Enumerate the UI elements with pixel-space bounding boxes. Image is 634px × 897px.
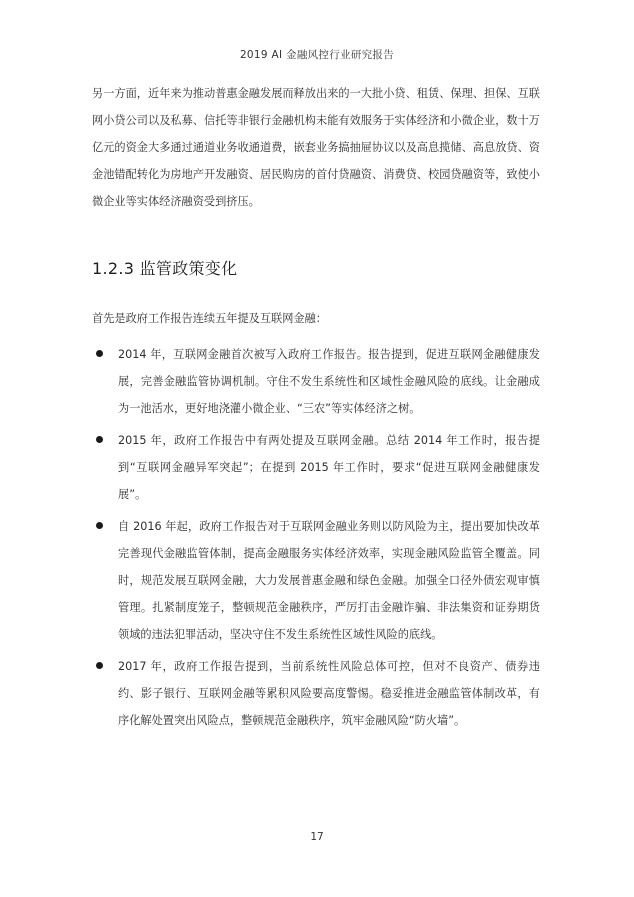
bullet-text: 自 2016 年起，政府工作报告对于互联网金融业务则以防风险为主，提出要加快改革完善现代金融监管体制，提高金融服务实体经济效率，实现金融风险监管全覆盖。同时，规范发展互联网金融，大力发展普惠金融和绿色金融。加强全口径外债宏观审慎管理。扎紧制度笼子，整顿规范金融秩序，严厉打击金融诈骗、非法集资和证券期货领域的违法犯罪活动，坚决守住不发生系统性区域性风险的底线。 [118, 520, 540, 641]
bullet-list [92, 341, 540, 739]
running-header: 2019 AI 金融风控行业研究报告 [239, 49, 395, 61]
bullet-dot-icon [96, 436, 103, 443]
bullet-item [92, 513, 540, 648]
bullet-text: 2014 年，互联网金融首次被写入政府工作报告。报告提到，促进互联网金融健康发展，完善金融监管协调机制。守住不发生系统性和区域性金融风险的底线。让金融成为一池活水，更好地浇灌小微企业、“三农”等实体经济之树。 [118, 348, 540, 415]
bullet-item [92, 427, 540, 508]
bullet-dot-icon [96, 662, 103, 669]
body-paragraph: 另一方面，近年来为推动普惠金融发展而释放出来的一大批小贷、租赁、保理、担保、互联网小贷公司以及私募、信托等非银行金融机构未能有效服务于实体经济和小微企业，数十万亿元的资金大多通过通道业务收通道费，嵌套业务搞抽屉协议以及高息揽储、高息放贷、资金池错配转化为房地产开发融资、居民购房的首付贷融资、消费贷、校园贷融资等，致使小微企业等实体经济融资受到挤压。 [92, 87, 540, 208]
bullet-item [92, 653, 540, 734]
bullet-dot-icon [96, 522, 103, 529]
bullet-item [92, 341, 540, 422]
section-heading: 1.2.3 监管政策变化 [92, 259, 238, 278]
page-number: 17 [310, 831, 324, 843]
bullet-dot-icon [96, 350, 103, 357]
bullet-text: 2015 年，政府工作报告中有两处提及互联网金融。总结 2014 年工作时，报告提到“互联网金融异军突起”；在提到 2015 年工作时，要求“促进互联网金融健康发展”。 [118, 434, 540, 501]
intro-paragraph: 首先是政府工作报告连续五年提及互联网金融： [92, 312, 327, 325]
bullet-text: 2017 年，政府工作报告提到，当前系统性风险总体可控，但对不良资产、债券违约、影子银行、互联网金融等累积风险要高度警惕。稳妥推进金融监管体制改革，有序化解处置突出风险点，整顿规范金融秩序，筑牢金融风险“防火墙”。 [118, 660, 540, 727]
